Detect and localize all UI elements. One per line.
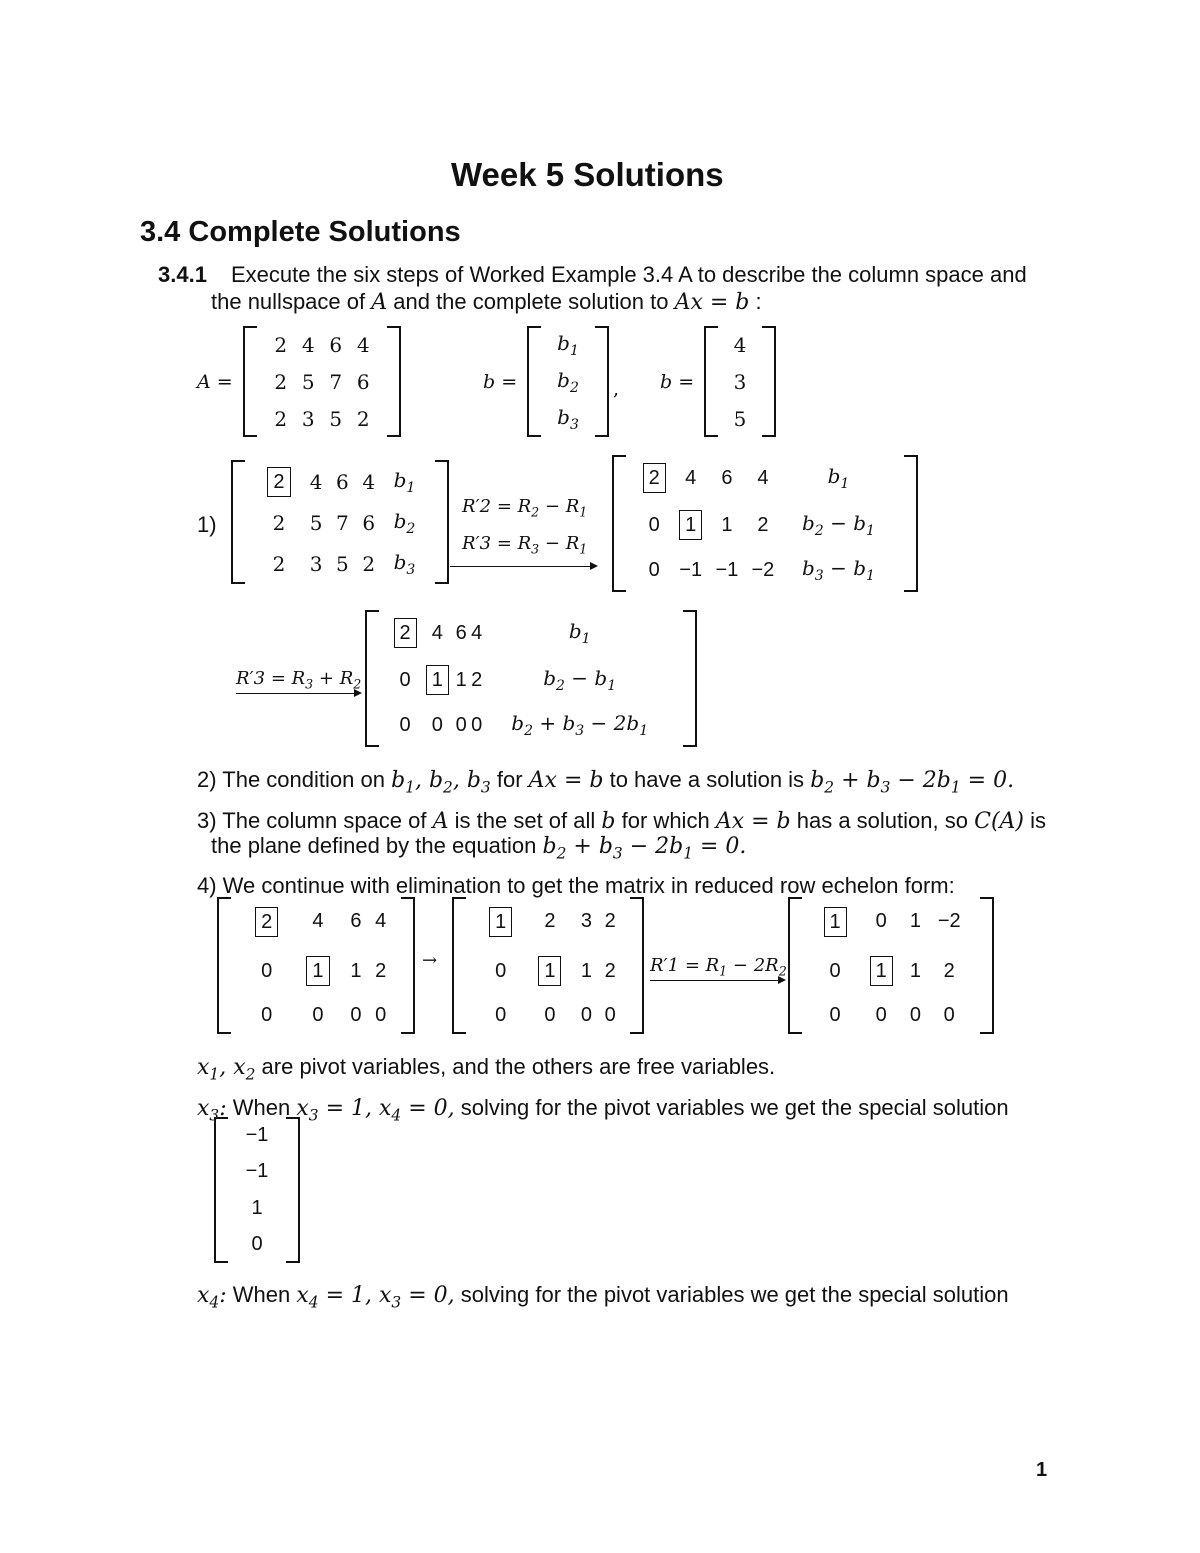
matrix-entry: 6: [356, 369, 370, 394]
matrix-entry: 4: [431, 621, 443, 644]
matrix-entry: 0: [580, 1003, 592, 1026]
problem-text-line1: Execute the six steps of Worked Example 3.4 A to describe the column space and: [231, 262, 1027, 287]
matrix-entry: 0: [455, 713, 467, 736]
vector-b-numeric: [704, 326, 776, 437]
matrix-entry: 6: [350, 910, 362, 933]
matrix-entry: −2: [937, 910, 961, 933]
step3-text-line1: 3) The column space of A is the set of all b for which Ax = b has a solution, so C(A) is: [197, 808, 1047, 834]
row-operation-2: $R'3 = R_3 - R_1$: [462, 533, 588, 557]
matrix-entry: 0: [909, 1003, 921, 1026]
matrix-entry: $b_1$: [557, 330, 579, 359]
matrix-entry: 4: [356, 332, 370, 357]
matrix-entry: 5: [329, 406, 343, 431]
matrix-entry: 2: [389, 610, 421, 657]
matrix-entry: $b_1$: [568, 619, 591, 648]
arrow-right-icon: [450, 566, 596, 567]
matrix-entry: 0: [261, 1003, 273, 1026]
matrix-entry: 0: [829, 1003, 841, 1026]
matrix-entry: 0: [375, 1003, 387, 1026]
matrix-entry: 1: [858, 947, 904, 997]
matrix-entry: 2: [255, 460, 303, 503]
matrix-entry: 2: [274, 406, 288, 431]
matrix-entry: 4: [301, 332, 315, 357]
matrix-entry: 1: [721, 513, 733, 536]
matrix-entry: 1: [251, 1196, 263, 1219]
augmented-matrix-3: [365, 610, 697, 747]
matrix-entry: 2: [362, 551, 376, 576]
matrix-entry: 4: [733, 332, 747, 357]
arrow-right-icon: [650, 980, 784, 981]
matrix-entry: 0: [495, 959, 507, 982]
matrix-entry: −1: [679, 558, 703, 581]
matrix-entry: −1: [715, 558, 739, 581]
vector-b-numeric-label: b =: [660, 371, 695, 393]
matrix-entry: 0: [350, 1003, 362, 1026]
matrix-entry: 1: [421, 657, 453, 704]
matrix-entry: 2: [375, 959, 387, 982]
matrix-entry: 7: [336, 511, 349, 536]
matrix-entry: 0: [471, 713, 483, 736]
row-operation-4: $R'1 = R_1 - 2R_2$: [650, 955, 787, 979]
matrix-entry: $b_2 - b_1$: [801, 511, 875, 540]
matrix-entry: 2: [241, 897, 292, 947]
matrix-entry: 4: [309, 469, 323, 494]
matrix-entry: 1: [292, 947, 343, 997]
matrix-entry: 2: [604, 959, 616, 982]
matrix-entry: 2: [757, 513, 769, 536]
step2-text: 2) The condition on $b_1$, $b_2$, $b_3$ for Ax = b to have a solution is $b_2 + b_3 - 2b_1 = 0$.: [197, 767, 1015, 797]
matrix-entry: 3: [580, 910, 592, 933]
matrix-entry: 0: [495, 1003, 507, 1026]
matrix-entry: 4: [471, 621, 483, 644]
arrow-icon: →: [422, 950, 438, 971]
reduced-echelon-matrix: [788, 897, 994, 1034]
matrix-entry: 0: [604, 1003, 616, 1026]
step3-text-line2: the plane defined by the equation $b_2 + b_3 - 2b_1 = 0$.: [211, 833, 747, 863]
matrix-entry: 1: [350, 959, 362, 982]
matrix-entry: 4: [757, 466, 769, 489]
matrix-entry: 2: [636, 455, 672, 502]
matrix-entry: 1: [909, 959, 921, 982]
matrix-entry: 2: [272, 551, 286, 576]
matrix-entry: −2: [751, 558, 775, 581]
echelon-matrix-2: [452, 897, 644, 1034]
x3-special-solution-text: $x_3$: When $x_3 = 1$, $x_4 = 0$, solving for the pivot variables we get the special solution: [197, 1095, 1009, 1125]
matrix-entry: 6: [329, 332, 343, 357]
matrix-entry: 6: [455, 621, 467, 644]
matrix-entry: 1: [672, 502, 708, 549]
matrix-entry: 0: [875, 1003, 887, 1026]
matrix-entry: $b_2$: [557, 367, 579, 396]
matrix-entry: 2: [274, 332, 288, 357]
matrix-entry: 0: [544, 1003, 556, 1026]
row-operation-3: $R'3 = R_3 + R_2$: [236, 668, 362, 692]
matrix-A-label: A =: [197, 371, 233, 393]
vector-b-symbolic: [527, 326, 609, 437]
matrix-entry: 3: [309, 551, 323, 576]
step1-label: 1): [197, 512, 217, 537]
matrix-entry: 3: [301, 406, 315, 431]
augmented-matrix-1: [231, 460, 449, 584]
matrix-entry: $b_3$: [557, 404, 579, 433]
matrix-entry: 4: [375, 910, 387, 933]
matrix-entry: $b_3$: [393, 549, 416, 578]
matrix-entry: 5: [336, 551, 349, 576]
matrix-entry: −1: [245, 1160, 269, 1183]
matrix-entry: −1: [245, 1123, 269, 1146]
matrix-entry: 1: [580, 959, 592, 982]
matrix-entry: 0: [648, 513, 660, 536]
matrix-entry: 2: [272, 511, 286, 536]
vector-b-label: b =: [483, 371, 518, 393]
matrix-entry: 0: [648, 558, 660, 581]
problem-number: 3.4.1: [158, 262, 207, 287]
x4-special-solution-text: $x_4$: When $x_4 = 1$, $x_3 = 0$, solving for the pivot variables we get the special solution: [197, 1282, 1009, 1312]
matrix-entry: 1: [909, 910, 921, 933]
matrix-entry: 2: [544, 910, 556, 933]
page-number: 1: [1036, 1459, 1048, 1481]
matrix-entry: 1: [525, 947, 574, 997]
matrix-entry: 1: [455, 668, 467, 691]
section-heading: 3.4 Complete Solutions: [140, 216, 461, 248]
matrix-entry: 6: [362, 511, 376, 536]
matrix-entry: 0: [875, 910, 887, 933]
matrix-entry: 0: [261, 959, 273, 982]
special-solution-x3: [214, 1117, 300, 1263]
matrix-entry: 7: [329, 369, 343, 394]
arrow-right-icon: [236, 693, 360, 694]
matrix-entry: 2: [356, 406, 370, 431]
pivot-variables-text: $x_1$, $x_2$ are pivot variables, and the others are free variables.: [197, 1054, 776, 1084]
matrix-entry: $b_2$: [393, 509, 416, 538]
problem-text-line2: the nullspace of A and the complete solution to Ax = b :: [211, 289, 762, 315]
matrix-entry: 0: [399, 668, 411, 691]
row-operation-1: $R'2 = R_2 - R_1$: [462, 496, 588, 520]
matrix-entry: $b_1$: [393, 467, 416, 496]
page-title: Week 5 Solutions: [451, 156, 724, 193]
matrix-entry: 2: [274, 369, 288, 394]
matrix-entry: 0: [251, 1233, 263, 1256]
matrix-entry: 5: [309, 511, 323, 536]
matrix-entry: $b_3 - b_1$: [801, 556, 875, 585]
matrix-entry: 0: [943, 1003, 955, 1026]
matrix-entry: 6: [721, 466, 733, 489]
matrix-entry: 2: [471, 668, 483, 691]
comma: ,: [613, 378, 620, 400]
matrix-entry: 3: [733, 369, 747, 394]
matrix-entry: 2: [604, 910, 616, 933]
matrix-entry: 2: [943, 959, 955, 982]
matrix-entry: 1: [476, 897, 525, 947]
matrix-entry: 0: [312, 1003, 324, 1026]
matrix-entry: 5: [301, 369, 315, 394]
step4-text: 4) We continue with elimination to get the matrix in reduced row echelon form:: [197, 873, 955, 898]
matrix-entry: 1: [812, 897, 858, 947]
augmented-matrix-2: [612, 455, 918, 592]
matrix-entry: 4: [362, 469, 376, 494]
matrix-entry: $b_2 - b_1$: [543, 666, 617, 695]
matrix-entry: 4: [312, 910, 324, 933]
matrix-entry: 4: [685, 466, 697, 489]
echelon-matrix-1: [217, 897, 415, 1034]
matrix-A: [243, 326, 401, 437]
matrix-entry: 0: [431, 713, 443, 736]
matrix-entry: 6: [336, 469, 349, 494]
matrix-entry: 5: [733, 406, 747, 431]
matrix-entry: $b_1$: [827, 464, 850, 493]
matrix-entry: $b_2 + b_3 - 2b_1$: [511, 711, 649, 740]
matrix-entry: 0: [399, 713, 411, 736]
matrix-entry: 0: [829, 959, 841, 982]
